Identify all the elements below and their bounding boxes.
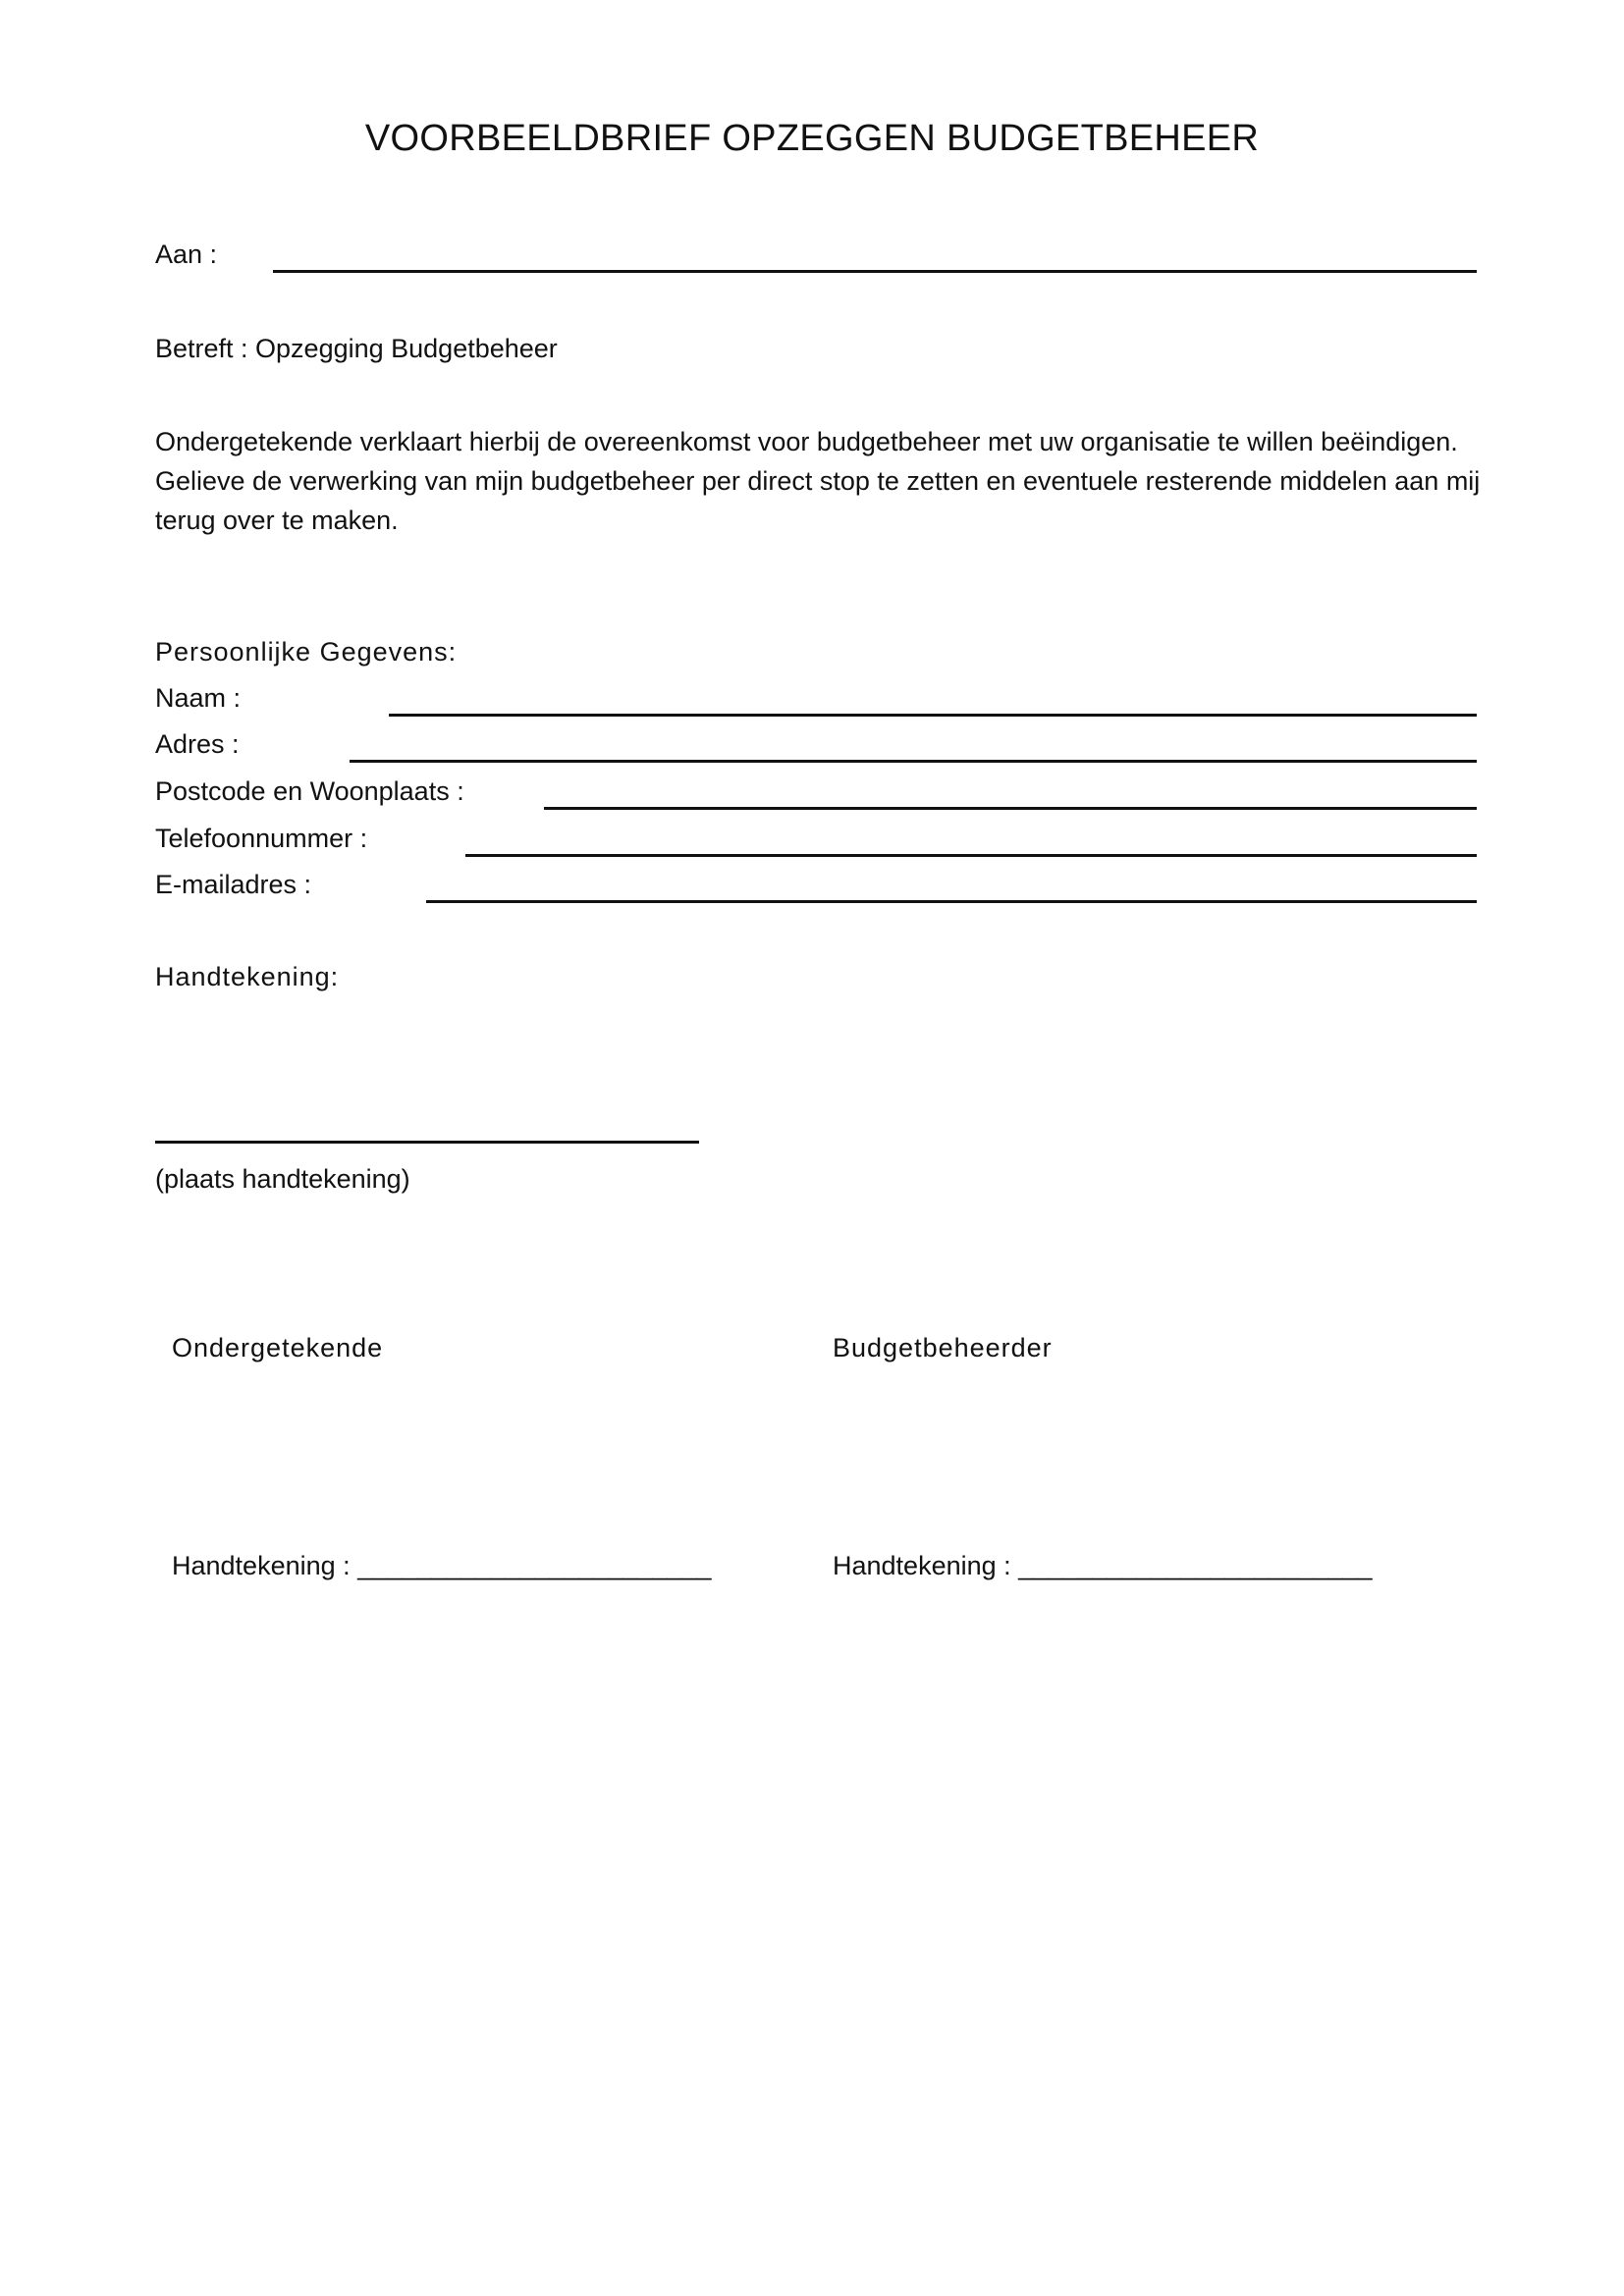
postcode-city-line[interactable] <box>544 807 1477 810</box>
postcode-city-label: Postcode en Woonplaats : <box>155 776 464 806</box>
personal-details-heading: Persoonlijke Gegevens: <box>155 637 458 667</box>
signature-heading: Handtekening: <box>155 962 340 991</box>
phone-label: Telefoonnummer : <box>155 824 368 853</box>
address-line[interactable] <box>350 760 1477 763</box>
signature-place-label: (plaats handtekening) <box>155 1164 410 1194</box>
phone-line[interactable] <box>465 854 1477 857</box>
email-line[interactable] <box>426 900 1477 903</box>
signer-left-title: Ondergetekende <box>172 1333 384 1362</box>
subject-line: Betreft : Opzegging Budgetbeheer <box>155 334 558 363</box>
signer-right-title: Budgetbeheerder <box>833 1333 1053 1362</box>
name-label: Naam : <box>155 683 242 713</box>
signer-right-signature: Handtekening : ________________________ <box>833 1551 1373 1580</box>
name-line[interactable] <box>389 714 1477 717</box>
to-line[interactable] <box>273 270 1477 273</box>
email-label: E-mailadres : <box>155 870 312 899</box>
signer-left-signature: Handtekening : ________________________ <box>172 1551 712 1580</box>
letter-body: Ondergetekende verklaart hierbij de overeenkomst voor budgetbeheer met uw organisatie te willen beëindigen. Gelieve de verwerking van mijn budgetbeheer per direct stop te zetten en eventuele resterende middelen aan mij terug over te maken. <box>155 427 1481 535</box>
address-label: Adres : <box>155 729 240 759</box>
signature-line[interactable] <box>155 1141 699 1144</box>
document-title: VOORBEELDBRIEF OPZEGGEN BUDGETBEHEER <box>364 118 1260 159</box>
to-label: Aan : <box>155 240 218 269</box>
